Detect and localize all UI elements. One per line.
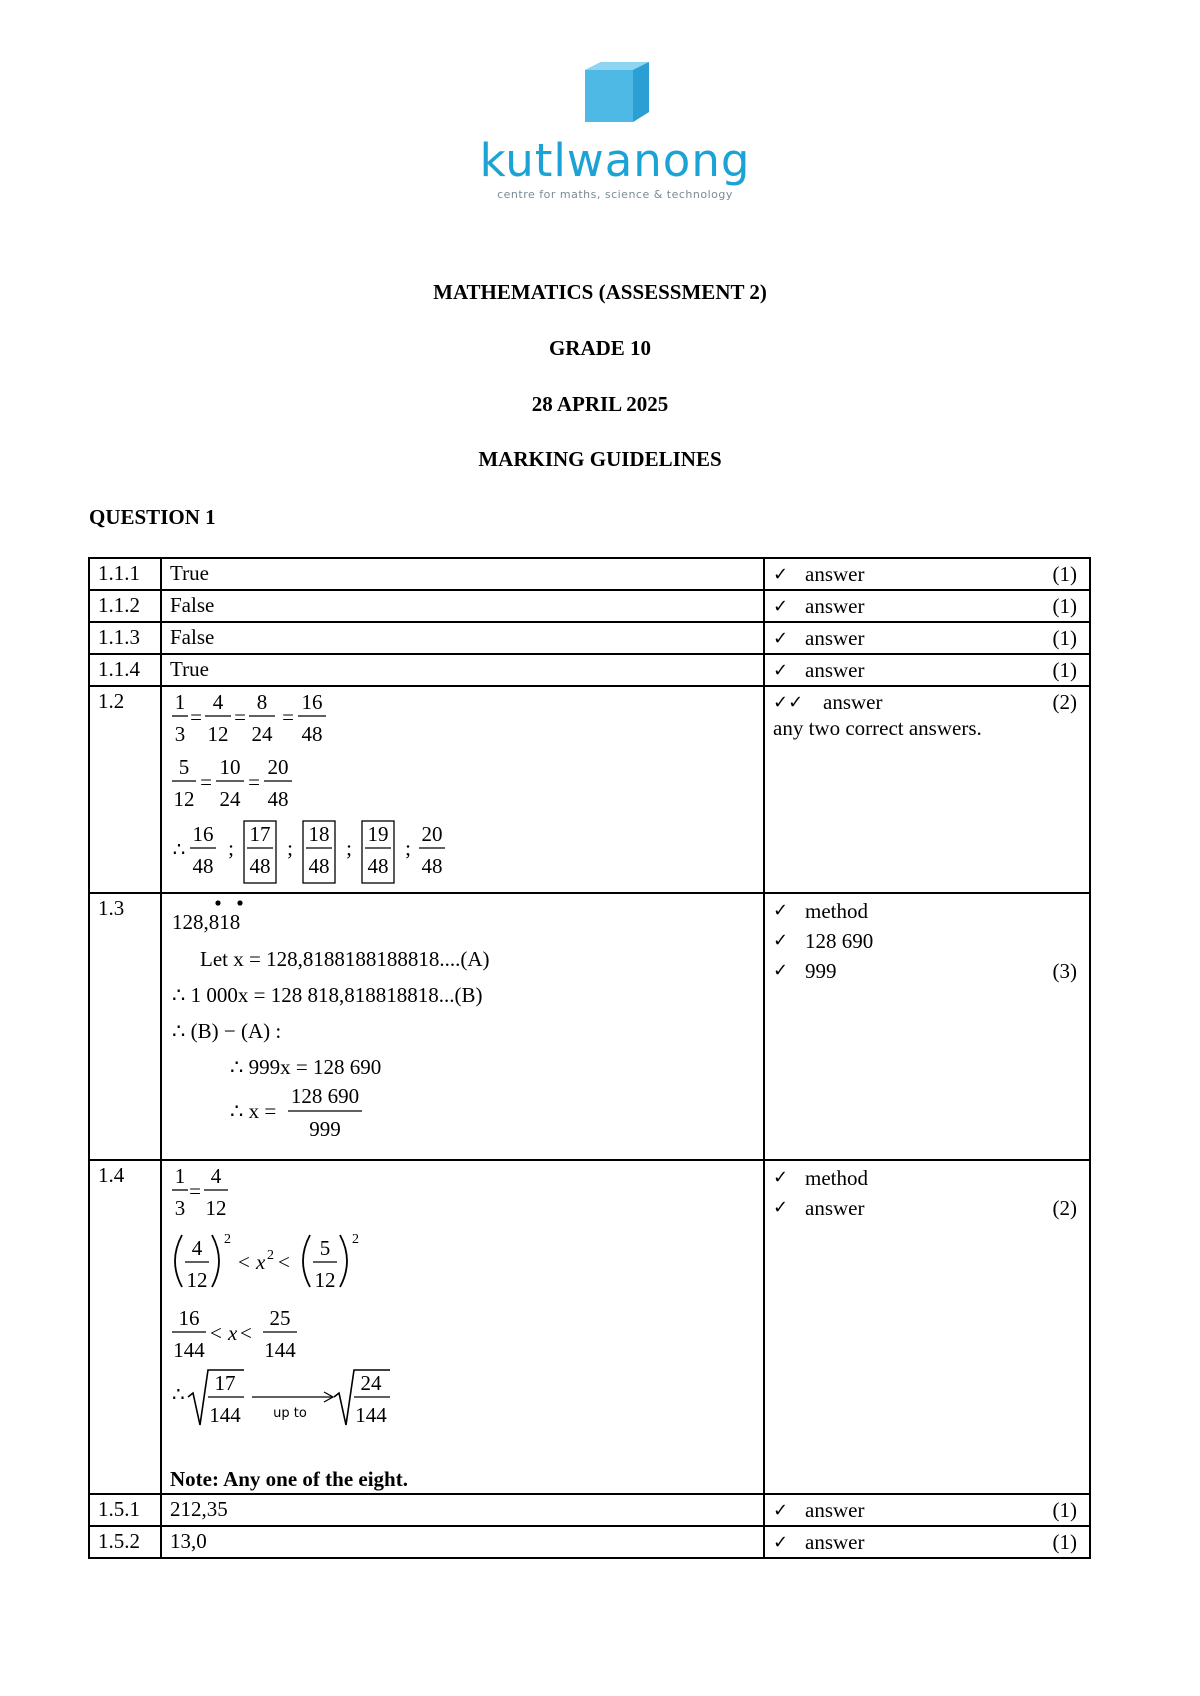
svg-text:=: =	[189, 1179, 201, 1203]
mark-label: answer	[805, 1196, 865, 1220]
svg-text:x: x	[256, 1250, 266, 1274]
up-to-label: up to	[273, 1406, 307, 1421]
mark-label: answer	[823, 690, 883, 714]
mark-note: any two correct answers.	[773, 716, 982, 740]
mark-label: answer	[805, 658, 865, 682]
note-text: Note: Any one of the eight.	[170, 1467, 408, 1491]
svg-text:x: x	[228, 1321, 238, 1345]
fraction-denominator: 48	[421, 854, 443, 878]
answer-cell	[161, 893, 764, 1160]
svg-text:;: ;	[287, 836, 293, 860]
svg-text:2: 2	[352, 1232, 359, 1247]
check-icon: ✓	[773, 900, 789, 921]
x-equals: ∴ x =	[230, 1099, 277, 1123]
fraction-numerator: 1	[174, 690, 186, 714]
boxed-denominator: 48	[308, 854, 330, 878]
table-row	[89, 558, 1090, 590]
mark-label: 128 690	[805, 929, 874, 953]
table-row	[89, 654, 1090, 686]
boxed-numerator: 17	[249, 822, 271, 846]
mark-label: answer	[805, 626, 865, 650]
svg-text:2: 2	[224, 1232, 231, 1247]
boxed-denominator: 48	[367, 854, 389, 878]
table-row	[89, 1160, 1090, 1494]
answer-cell	[161, 686, 764, 893]
check-icon: ✓	[773, 628, 789, 649]
fraction-numerator: 16	[192, 822, 214, 846]
marks-cell	[764, 1160, 1090, 1494]
question-number: 1.5.1	[89, 1494, 161, 1526]
fraction-numerator: 16	[301, 690, 323, 714]
marks-cell	[764, 686, 1090, 893]
logo-wordmark: kutlwanong	[479, 134, 751, 187]
mark-points: (1)	[1052, 562, 1077, 586]
svg-text:;: ;	[405, 836, 411, 860]
svg-text:∴: ∴	[172, 1384, 185, 1406]
fraction-denominator: 999	[309, 1117, 341, 1141]
question-number: 1.1.4	[89, 654, 161, 686]
boxed-numerator: 19	[367, 822, 389, 846]
check-icon: ✓	[773, 1500, 789, 1521]
root-numerator: 17	[214, 1371, 236, 1395]
fraction-numerator: 20	[421, 822, 443, 846]
mark-label: answer	[805, 1498, 865, 1522]
mark-label: answer	[805, 562, 865, 586]
fraction-numerator: 5	[178, 755, 190, 779]
answer-cell: 212,35	[161, 1494, 764, 1526]
mark-label: method	[805, 899, 868, 923]
fraction-denominator: 24	[219, 787, 241, 811]
marks-cell	[764, 1494, 1090, 1526]
svg-text:<: <	[210, 1321, 222, 1345]
check-icon: ✓	[773, 960, 789, 981]
check-icon: ✓	[773, 660, 789, 681]
answer-cell: 13,0	[161, 1526, 764, 1558]
fraction-numerator: 128 690	[290, 1084, 360, 1108]
document-title: MATHEMATICS (ASSESSMENT 2)	[433, 280, 767, 304]
fraction-denominator: 48	[267, 787, 289, 811]
root-numerator: 24	[360, 1371, 382, 1395]
fraction-numerator: 5	[319, 1236, 331, 1260]
boxed-numerator: 18	[308, 822, 330, 846]
fraction-denominator: 12	[205, 1196, 227, 1220]
fraction-denominator: 3	[174, 722, 186, 746]
table-row	[89, 1526, 1090, 1558]
logo	[470, 60, 760, 230]
svg-text:2: 2	[267, 1248, 274, 1263]
mark-points: (1)	[1052, 626, 1077, 650]
root-denominator: 144	[209, 1403, 241, 1427]
svg-text:<: <	[240, 1321, 252, 1345]
fraction-numerator: 4	[191, 1236, 203, 1260]
svg-text:;: ;	[228, 836, 234, 860]
marking-guidelines-heading: MARKING GUIDELINES	[478, 447, 722, 471]
recurring-number: 128,818	[172, 910, 241, 934]
svg-text:=: =	[282, 705, 294, 729]
check-icon: ✓	[773, 564, 789, 585]
table-row	[89, 590, 1090, 622]
equivalent-fractions-math	[170, 689, 470, 885]
marking-table	[88, 557, 1091, 1559]
mark-points: (3)	[1052, 959, 1077, 983]
check-icon: ✓	[773, 1167, 789, 1188]
fraction-denominator: 3	[174, 1196, 186, 1220]
marks-cell	[764, 893, 1090, 1160]
fraction-numerator: 4	[212, 690, 224, 714]
check-icon: ✓	[773, 1532, 789, 1553]
fraction-numerator: 20	[267, 755, 289, 779]
svg-text:<: <	[278, 1250, 290, 1274]
fraction-denominator: 12	[173, 787, 195, 811]
svg-text:<: <	[238, 1250, 250, 1274]
question-number: 1.3	[89, 893, 161, 1160]
fraction-numerator: 8	[256, 690, 268, 714]
marks-cell	[764, 590, 1090, 622]
check-icon: ✓	[773, 596, 789, 617]
mark-points: (2)	[1052, 690, 1077, 714]
question-number: 1.5.2	[89, 1526, 161, 1558]
fraction-denominator: 144	[264, 1338, 296, 1362]
equation-statement: ∴ 999x = 128 690	[230, 1055, 382, 1079]
marks-cell	[764, 654, 1090, 686]
mark-points: (1)	[1052, 1498, 1077, 1522]
fraction-numerator: 10	[219, 755, 241, 779]
check-icon: ✓	[773, 930, 789, 951]
grade-heading: GRADE 10	[548, 336, 652, 360]
question-number: 1.2	[89, 686, 161, 893]
marks-cell	[764, 558, 1090, 590]
mark-points: (1)	[1052, 658, 1077, 682]
mark-label: answer	[805, 1530, 865, 1554]
fraction-numerator: 1	[174, 1164, 186, 1188]
answer-cell: True	[161, 558, 764, 590]
table-row	[89, 622, 1090, 654]
svg-text:;: ;	[346, 836, 352, 860]
mark-points: (2)	[1052, 1196, 1077, 1220]
recurring-decimal-math	[170, 896, 570, 1152]
mark-label: 999	[805, 959, 837, 983]
subtract-statement: ∴ (B) − (A) :	[172, 1019, 282, 1043]
answer-cell	[161, 1160, 764, 1494]
boxed-denominator: 48	[249, 854, 271, 878]
answer-cell: False	[161, 622, 764, 654]
inequality-math	[170, 1163, 470, 1461]
mark-label: method	[805, 1166, 868, 1190]
question-number: 1.1.3	[89, 622, 161, 654]
fraction-numerator: 4	[210, 1164, 222, 1188]
marks-cell	[764, 1526, 1090, 1558]
let-statement: Let x = 128,8188188188818....(A)	[200, 947, 490, 971]
answer-cell: True	[161, 654, 764, 686]
svg-text:∴: ∴	[172, 839, 186, 861]
answer-cell: False	[161, 590, 764, 622]
fraction-denominator: 48	[301, 722, 323, 746]
question-number: 1.4	[89, 1160, 161, 1494]
mark-points: (1)	[1052, 1530, 1077, 1554]
mark-label: answer	[805, 594, 865, 618]
fraction-numerator: 25	[269, 1306, 291, 1330]
fraction-denominator: 12	[207, 722, 229, 746]
table-row	[89, 686, 1090, 893]
question-title: QUESTION 1	[89, 505, 216, 529]
cube-icon	[575, 60, 655, 130]
check-icon: ✓	[773, 1197, 789, 1218]
fraction-denominator: 24	[251, 722, 273, 746]
question-number: 1.1.1	[89, 558, 161, 590]
multiply-statement: ∴ 1 000x = 128 818,818818818...(B)	[172, 983, 483, 1007]
svg-text:=: =	[200, 770, 212, 794]
question-number: 1.1.2	[89, 590, 161, 622]
fraction-denominator: 144	[173, 1338, 205, 1362]
check-icon: ✓✓	[773, 692, 804, 713]
fraction-denominator: 12	[314, 1268, 336, 1292]
svg-text:=: =	[248, 770, 260, 794]
fraction-denominator: 12	[186, 1268, 208, 1292]
table-row	[89, 1494, 1090, 1526]
table-row	[89, 893, 1090, 1160]
marks-cell	[764, 622, 1090, 654]
svg-text:=: =	[234, 705, 246, 729]
fraction-denominator: 48	[192, 854, 214, 878]
logo-tagline: centre for maths, science & technology	[497, 188, 733, 201]
mark-points: (1)	[1052, 594, 1077, 618]
svg-text:=: =	[190, 705, 202, 729]
root-denominator: 144	[355, 1403, 387, 1427]
date-heading: 28 APRIL 2025	[531, 392, 669, 416]
fraction-numerator: 16	[178, 1306, 200, 1330]
